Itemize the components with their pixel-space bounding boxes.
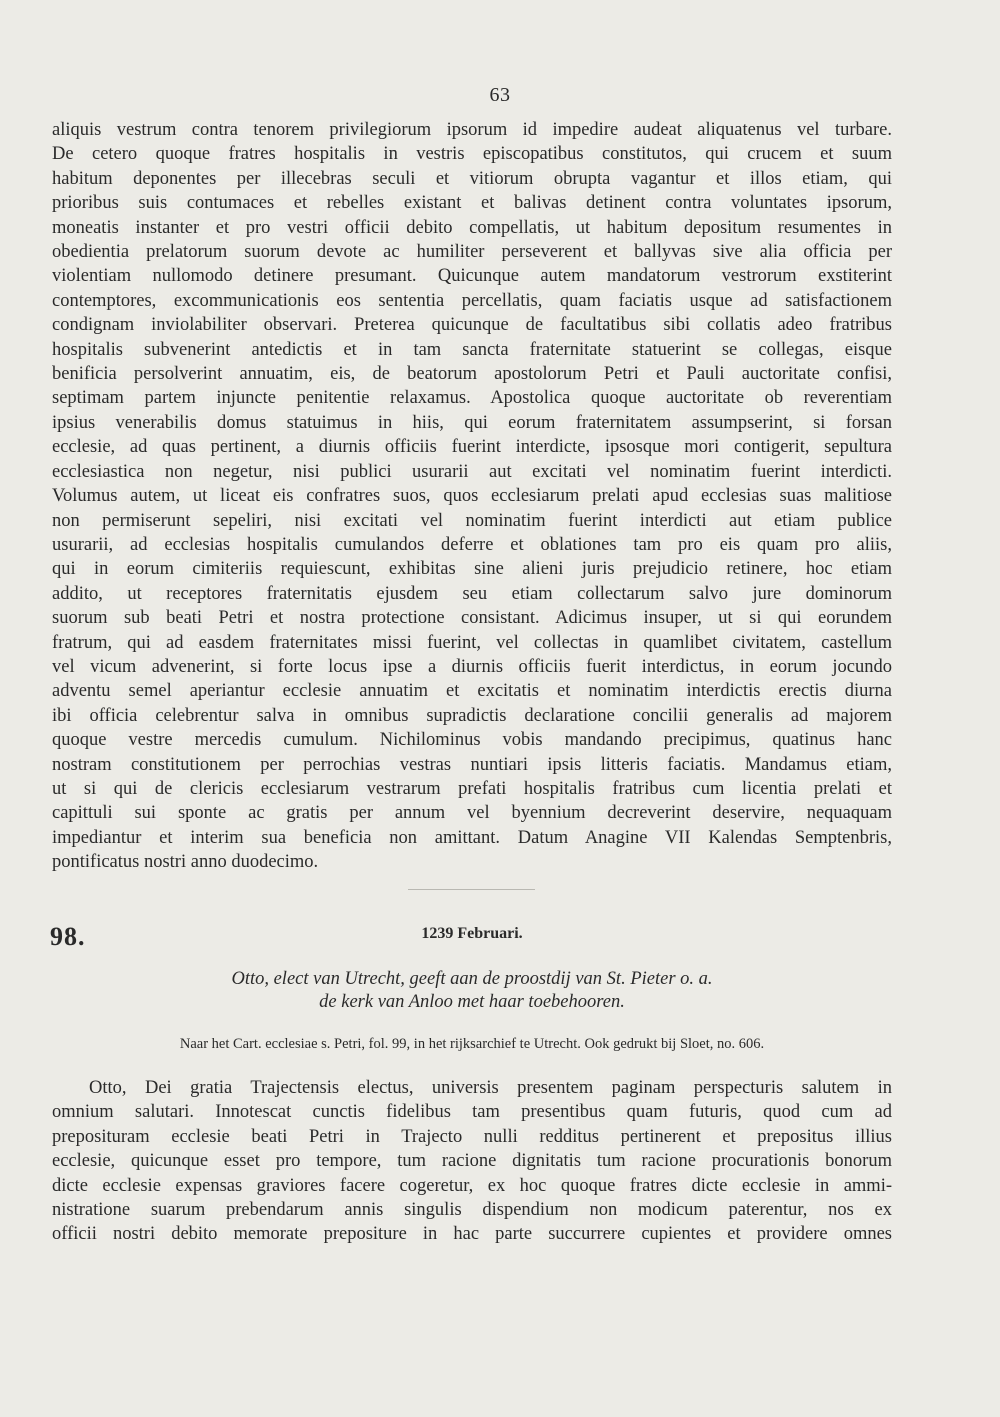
text-line: non permiserunt sepeliri, nisi excitati vel nominatim fuerint interdicti aut etiam publice — [52, 510, 892, 531]
text-line: addito, ut receptores fraternitatis ejusdem seu etiam collectarum salvo jure dominorum — [52, 583, 892, 604]
text-line: Otto, Dei gratia Trajectensis electus, universis presentem paginam perspecturis salutem in — [89, 1078, 892, 1098]
page-number: 63 — [489, 84, 511, 106]
section-divider — [408, 889, 535, 890]
text-line: benificia persolverint annuatim, eis, de beatorum apostolorum Petri et Pauli auctoritate confisi, — [52, 364, 892, 385]
summary-line: de kerk van Anloo met haar toebehooren. — [319, 992, 625, 1012]
text-line: moneatis instanter et pro vestri officii debito compellatis, ut habitum depositum resumentes in — [52, 217, 892, 238]
text-line: pontificatus nostri anno duodecimo. — [52, 852, 319, 873]
text-line: adventu semel aperiantur ecclesie annuatim et excitatis et nominatim interdictis erectis diurna — [52, 681, 892, 702]
text-line: ecclesiastica non negetur, nisi publici usurarii aut excitati vel nominatim fuerint interdicti. — [52, 461, 892, 482]
text-line: omnium salutari. Innotescat cunctis fidelibus tam presentibus quam futuris, quod cum ad — [52, 1102, 892, 1123]
text-line: prioribus suis contumaces et rebelles existant et balivas detinent contra voluntates ipsorum, — [52, 193, 892, 214]
text-line: violentiam nullomodo detinere presumant. Quicunque autem mandatorum vestrorum exstiterint — [52, 266, 892, 287]
text-line: ibi officia celebrentur salva in omnibus supradictis declaratione concilii generalis ad majorem — [52, 705, 892, 726]
source-note: Naar het Cart. ecclesiae s. Petri, fol. 99, in het rijksarchief te Utrecht. Ook gedrukt bij Sloet, no. 606. — [179, 1036, 765, 1052]
entry-date: 1239 Februari. — [421, 925, 523, 942]
text-line: capittuli sui sponte ac gratis per annum vel byennium decreverint deservire, nequaquam — [52, 803, 892, 824]
text-line: officii nostri debito memorate prepositure in hac parte succurrere cupientes et providere omnes — [52, 1224, 892, 1245]
text-line: qui in eorum cimiteriis requiescunt, exhibitas sine alieni juris prejudicio retinere, hoc etiam — [52, 559, 892, 580]
text-line: ecclesie, ad quas pertinent, a diurnis officiis fuerint interdicte, ipsosque mori contigerit, sepultura — [52, 437, 892, 458]
text-line: aliquis vestrum contra tenorem privilegiorum ipsorum id impedire audeat aliquatenus vel turbare. — [52, 120, 892, 140]
text-line: condignam inviolabiliter observari. Preterea quicunque de facultatibus sibi collatis adeo fratribus — [52, 315, 892, 336]
text-line: preposituram ecclesie beati Petri in Trajecto nulli redditus pertinerent et prepositus illius — [52, 1126, 892, 1147]
text-line: usurarii, ad ecclesias hospitalis cumulandos deferre et oblationes tam pro eis quam pro aliis, — [52, 534, 892, 555]
summary-line: Otto, elect van Utrecht, geeft aan de proostdij van St. Pieter o. a. — [231, 969, 713, 989]
text-line: ut si qui de clericis ecclesiarum vestrarum prefati hospitalis fratribus cum licentia prelati et — [52, 778, 892, 799]
text-line: suorum sub beati Petri et nostra protectione consistant. Adicimus insuper, ut si qui eorundem — [52, 608, 892, 629]
text-line: Volumus autem, ut liceat eis confratres suos, quos ecclesiarum prelati apud ecclesias suas malitiose — [52, 486, 892, 507]
text-line: hospitalis subvenerint antedictis et in tam sancta fraternitate statuerint se collegas, eisque — [52, 339, 892, 360]
text-line: obedientia prelatorum suorum devote ac humiliter perseverent et ballyvas sive alia officia per — [52, 242, 892, 263]
text-line: ecclesie, quicunque esset pro tempore, tum racione dignitatis tum racione procurationis bonorum — [52, 1151, 892, 1172]
main-text — [52, 118, 892, 875]
text-line: quoque vestre mercedis cumulum. Nichilominus vobis mandando precipimus, quatinus hanc — [52, 730, 892, 751]
text-line: nistratione suarum prebendarum annis singulis dispendium non modicum paterentur, nos ex — [52, 1200, 892, 1221]
entry-summary — [0, 968, 944, 1014]
text-line: impediantur et interim sua beneficia non amittant. Datum Anagine VII Kalendas Semptenbris, — [52, 827, 892, 848]
text-line: ipsius venerabilis domus statuimus in hiis, qui eorum fraternitatem assumpserint, si forsan — [52, 412, 892, 433]
text-line: dicte ecclesie expensas graviores facere cogeretur, ex hoc quoque fratres dicte ecclesie in ammi- — [52, 1175, 892, 1196]
charter-text — [52, 1076, 892, 1247]
text-line: fratrum, qui ad easdem fraternitates missi fuerint, vel collectas in quamlibet civitatem, castellum — [52, 632, 892, 653]
text-line: contemptores, excommunicationis eos sententia percellatis, quam faciatis usque ad satisfactionem — [52, 290, 892, 311]
text-line: septimam partem injuncte penitentie relaxamus. Apostolica quoque auctoritate ob reverentiam — [52, 388, 892, 409]
text-line: vel vicum advenerint, si forte locus ipse a diurnis officiis fuerit interdictus, in eorum jocundo — [52, 656, 892, 677]
text-line: nostram constitutionem per perrochias vestras nuntiari ipsis litteris faciatis. Mandamus etiam, — [52, 754, 892, 775]
entry-number: 98. — [50, 922, 86, 951]
text-line: De cetero quoque fratres hospitalis in vestris episcopatibus constitutos, qui crucem et suum — [52, 144, 892, 165]
text-line: habitum deponentes per illecebras seculi et vitiorum obrupta vagantur et illos etiam, qui — [52, 168, 892, 189]
